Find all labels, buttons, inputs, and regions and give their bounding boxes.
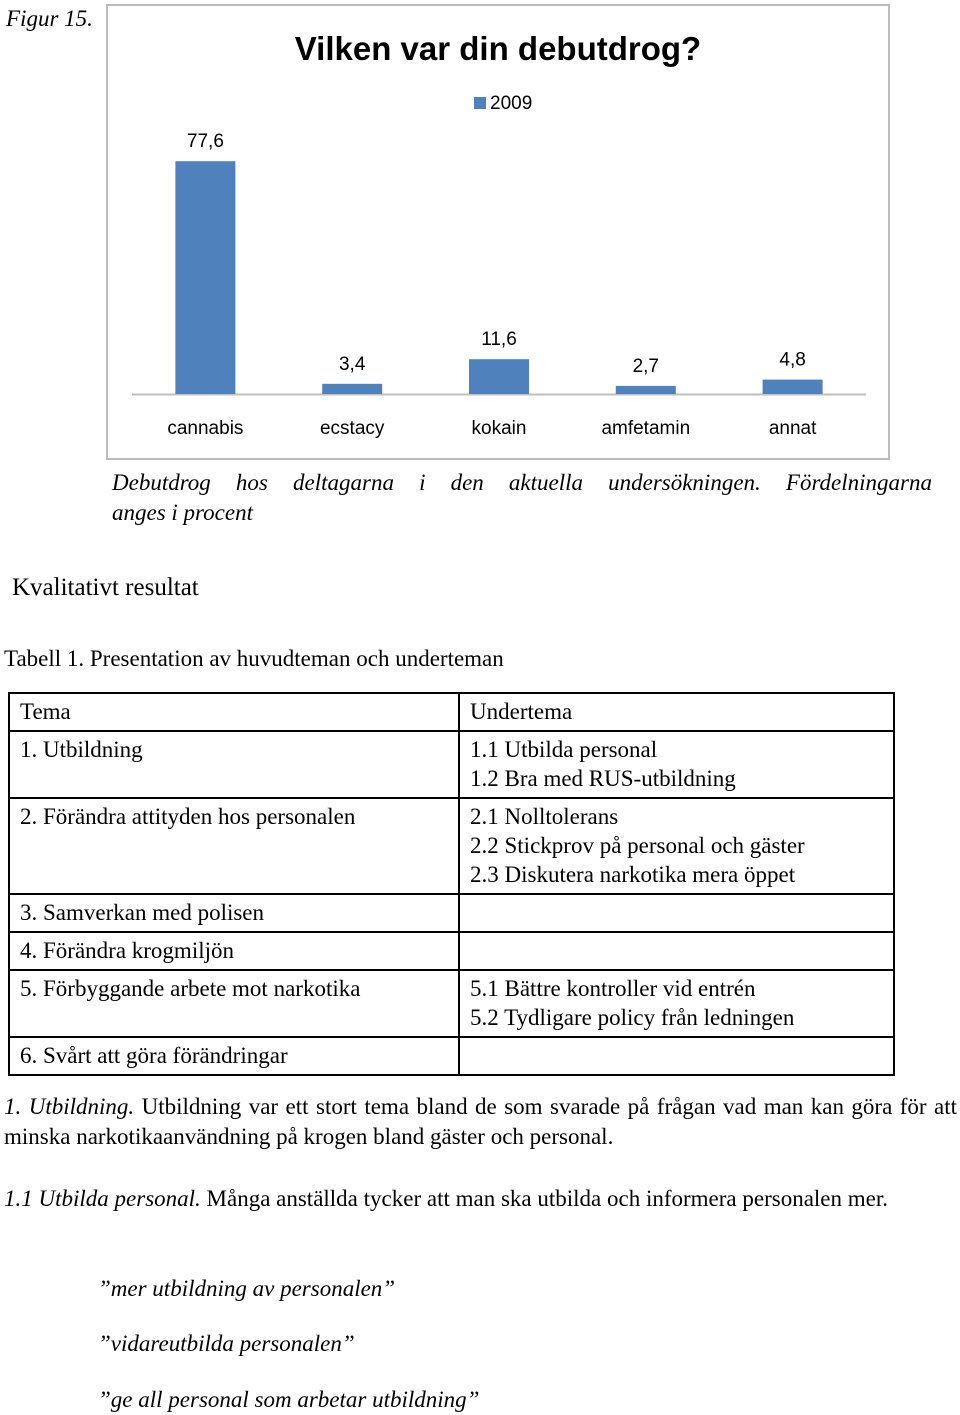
tema-cell: 5. Förbyggande arbete mot narkotika	[9, 970, 459, 1037]
paragraph-text: Många anställda tycker att man ska utbilda och informera personalen mer.	[200, 1186, 888, 1211]
table-row	[9, 932, 894, 970]
paragraph-lead: 1. Utbildning.	[4, 1094, 135, 1119]
category-label: kokain	[471, 418, 527, 439]
undertema-cell	[459, 798, 894, 894]
figure-label: Figur 15.	[6, 6, 93, 31]
undertema-cell	[459, 970, 894, 1037]
data-label: 11,6	[481, 329, 517, 351]
data-label: 77,6	[186, 131, 224, 153]
data-label: 3,4	[338, 353, 366, 375]
undertema-item: 2.1 Nolltolerans	[470, 804, 619, 829]
bar	[763, 380, 823, 394]
table-caption: Tabell 1. Presentation av huvudteman och underteman	[4, 646, 504, 671]
category-label: ecstacy	[319, 418, 385, 439]
category-label: cannabis	[167, 418, 244, 439]
header-tema: Tema	[9, 693, 459, 731]
tema-cell: 3. Samverkan med polisen	[9, 894, 459, 932]
data-label: 2,7	[632, 355, 660, 377]
undertema-cell	[459, 932, 894, 970]
paragraph-text: Utbildning var ett stort tema bland de som svarade på frågan vad man kan göra för att minska narkotikaanvändning på krogen bland gäster och personal.	[4, 1094, 958, 1149]
legend-swatch	[474, 97, 486, 109]
legend-label: 2009	[490, 93, 533, 114]
caption-line-1: Debutdrog hos deltagarna i den aktuella undersökningen. Fördelningarna	[112, 470, 932, 495]
tema-cell: 1. Utbildning	[9, 731, 459, 798]
bar-chart	[106, 4, 890, 460]
table-row	[9, 798, 894, 894]
figure-caption	[112, 468, 932, 528]
header-undertema: Undertema	[459, 693, 894, 731]
undertema-cell	[459, 1037, 894, 1075]
table-row	[9, 894, 894, 932]
quote: ”ge all personal som arbetar utbildning”	[98, 1387, 480, 1412]
undertema-cell	[459, 731, 894, 798]
undertema-item: 2.2 Stickprov på personal och gäster	[470, 833, 805, 858]
table-row	[9, 731, 894, 798]
quote: ”vidareutbilda personalen”	[98, 1331, 355, 1356]
undertema-item: 2.3 Diskutera narkotika mera öppet	[470, 862, 796, 887]
tema-cell: 6. Svårt att göra förändringar	[9, 1037, 459, 1075]
paragraph-lead: 1.1 Utbilda personal.	[4, 1186, 201, 1211]
data-label: 4,8	[779, 349, 806, 371]
table-header-row	[9, 693, 894, 731]
paragraph-utbilda-personal	[4, 1184, 957, 1214]
table-row	[9, 970, 894, 1037]
undertema-item: 5.2 Tydligare policy från ledningen	[470, 1005, 795, 1030]
paragraph-utbildning	[4, 1092, 957, 1152]
quote: ”mer utbildning av personalen”	[98, 1276, 396, 1301]
themes-table	[8, 692, 895, 1076]
bar	[175, 161, 235, 394]
chart-title: Vilken var din debutdrog?	[294, 30, 702, 67]
section-heading: Kvalitativt resultat	[12, 574, 199, 601]
category-label: amfetamin	[601, 418, 691, 439]
tema-cell: 4. Förändra krogmiljön	[9, 932, 459, 970]
undertema-item: 1.2 Bra med RUS-utbildning	[470, 766, 736, 791]
undertema-item: 5.1 Bättre kontroller vid entrén	[470, 976, 756, 1001]
bar	[469, 359, 529, 394]
undertema-cell	[459, 894, 894, 932]
table-row	[9, 1037, 894, 1075]
category-label: annat	[768, 418, 817, 439]
bar	[322, 384, 382, 394]
undertema-item: 1.1 Utbilda personal	[470, 737, 658, 762]
chart-svg	[108, 6, 888, 458]
bar	[616, 386, 676, 394]
caption-line-2: anges i procent	[112, 500, 253, 525]
tema-cell: 2. Förändra attityden hos personalen	[9, 798, 459, 894]
